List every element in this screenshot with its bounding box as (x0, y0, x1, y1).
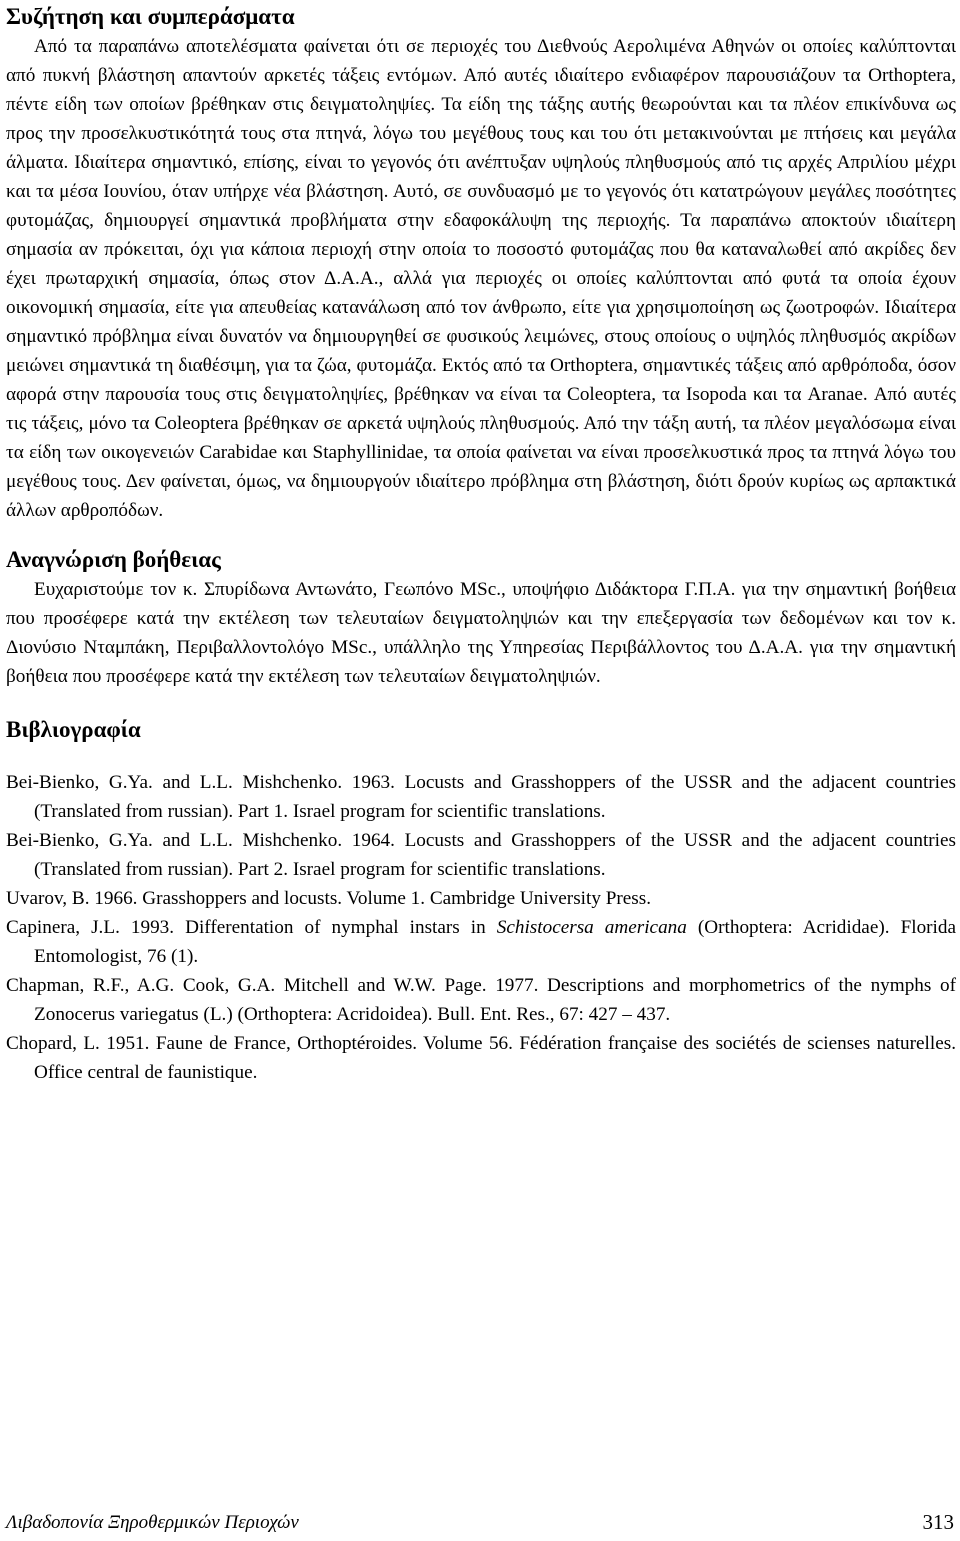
reference-item: Uvarov, B. 1966. Grasshoppers and locusts. Volume 1. Cambridge University Press. (6, 888, 652, 909)
section-heading-acknowledgements: Αναγνώριση βοήθειας (6, 547, 221, 572)
page-number: 313 (922, 1510, 954, 1534)
reference-item: Chopard, L. 1951. Faune de France, Orthoptéroides. Volume 56. Fédération française des sociétés de scienses naturelles. Office central de faunistique. (6, 1033, 956, 1083)
reference-list (6, 768, 956, 1087)
reference-item: Chapman, R.F., A.G. Cook, G.A. Mitchell and W.W. Page. 1977. Descriptions and morphometrics of the nymphs of Zonocerus variegatus (L.) (Orthoptera: Acridoidea). Bull. Ent. Res., 67: 427 – 437. (6, 975, 956, 1025)
acknowledgements-paragraph: Ευχαριστούμε τον κ. Σπυρίδωνα Αντωνάτο, Γεωπόνο MSc., υποψήφιο Διδάκτορα Γ.Π.Α. για την σημαντική βοήθεια που προσέφερε κατά την εκτέλεση των τελευταίων δειγματοληψιών και την επεξεργασία των δεδομένων και τον κ. Διονύσιο Νταμπάκη, Περιβαλλοντολόγο MSc., υπάλληλο της Υπηρεσίας Περιβάλλοντος του Δ.Α.Α. για την σημαντική βοήθεια που προσέφερε κατά την εκτέλεση των τελευταίων δειγματοληψιών. (6, 579, 956, 687)
discussion-paragraph: Από τα παραπάνω αποτελέσματα φαίνεται ότι σε περιοχές του Διεθνούς Αερολιμένα Αθηνών οι οποίες καλύπτονται από πυκνή βλάστηση απαντούν αρκετές τάξεις εντόμων. Από αυτές ιδιαίτερο ενδιαφέρον παρουσιάζουν τα Orthoptera, πέντε είδη των οποίων βρέθηκαν στις δειγματοληψίες. Τα είδη της τάξης αυτής θεωρούνται και τα πλέον επικίνδυνα ως προς την προσελκυστικότητά τους στα πτηνά, λόγω του μεγέθους τους και του ότι μετακινούνται με πτήσεις και μεγάλα άλματα. Ιδιαίτερα σημαντικό, επίσης, είναι το γεγονός ότι ανέπτυξαν υψηλούς πληθυσμούς από τις αρχές Απριλίου μέχρι και τα μέσα Ιουνίου, όταν υπήρχε νέα βλάστηση. Αυτό, σε συνδυασμό με το γεγονός ότι κατατρώγουν μεγάλες ποσότητες φυτομάζας, δημιουργεί σημαντικά προβλήματα στην εδαφοκάλυψη της περιοχής. Τα παραπάνω αποκτούν ιδιαίτερη σημασία αν πρόκειται, όχι για κάποια περιοχή στην οποία το ποσοστό φυτομάζας που θα καταναλωθεί από ακρίδες δεν έχει πρωταρχική σημασία, όπως στον Δ.Α.Α., αλλά για περιοχές οι οποίες καλύπτονται από φυτά τα οποία έχουν οικονομική σημασία, είτε για απευθείας κατανάλωση από τον άνθρωπο, είτε για χρησιμοποίηση ως ζωοτροφών. Ιδιαίτερα σημαντικό πρόβλημα είναι δυνατόν να δημιουργηθεί σε φυσικούς λειμώνες, στους οποίους ο υψηλός πληθυσμός ακρίδων μειώνει σημαντικά τη διαθέσιμη, για τα ζώα, φυτομάζα. Εκτός από τα Orthoptera, σημαντικές τάξεις από αρθρόποδα, όσον αφορά στην παρουσία τους στις δειγματοληψίες, βρέθηκαν να είναι τα Coleoptera, τα Isopoda και τα Aranae. Από αυτές τις τάξεις, μόνο τα Coleoptera βρέθηκαν σε αρκετά υψηλούς πληθυσμούς. Από την τάξη αυτή, τα πλέον μεγαλόσωμα είναι τα είδη των οικογενειών Carabidae και Staphyllinidae, τα οποία φαίνεται να είναι προσελκυστικά προς τα πτηνά λόγω του μεγέθους τους. Δεν φαίνεται, όμως, να δημιουργούν ιδιαίτερο πρόβλημα στη βλάστηση, διότι δρούν κυρίως ως αρπακτικά άλλων αρθροπόδων. (6, 36, 956, 521)
section-heading-discussion: Συζήτηση και συμπεράσματα (6, 4, 295, 29)
journal-title: Λιβαδοπονία Ξηροθερμικών Περιοχών (6, 1512, 299, 1533)
document-page (6, 0, 956, 1087)
reference-text: Capinera, J.L. 1993. Differentation of nymphal instars in (6, 917, 497, 938)
reference-item: Bei-Bienko, G.Ya. and L.L. Mishchenko. 1964. Locusts and Grasshoppers of the USSR and the adjacent countries (Translated from russian). Part 2. Israel program for scientific translations. (6, 830, 956, 880)
reference-item (6, 913, 956, 971)
species-name: Schistocersa americana (496, 917, 687, 938)
section-heading-bibliography: Βιβλιογραφία (6, 717, 141, 742)
reference-item: Bei-Bienko, G.Ya. and L.L. Mishchenko. 1963. Locusts and Grasshoppers of the USSR and the adjacent countries (Translated from russian). Part 1. Israel program for scientific translations. (6, 772, 956, 822)
reference-text: (Orthoptera: Acrididae). Florida Entomologist, 76 (1). (34, 917, 956, 967)
page-footer (6, 1508, 956, 1538)
